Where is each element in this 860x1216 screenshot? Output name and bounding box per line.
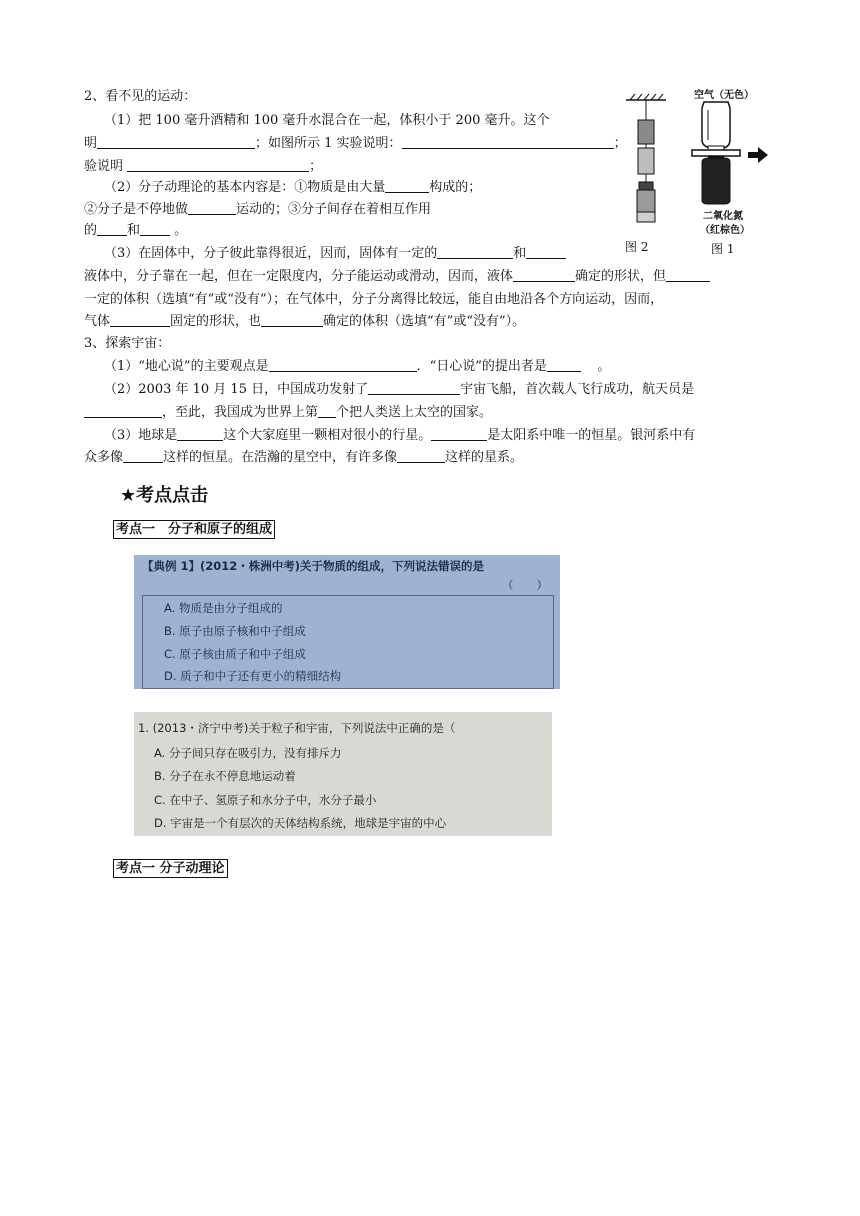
example-1-header: 【典例 1】(2012・株洲中考)关于物质的组成，下列说法错误的是 xyxy=(142,559,485,573)
answer-blank[interactable] xyxy=(318,404,336,418)
text: 是太阳系中唯一的恒星。银河系中有 xyxy=(487,428,696,443)
kaodian-2-heading: 考点一 分子动理论 xyxy=(113,859,228,878)
text: ②分子是不停地做 xyxy=(84,202,189,217)
no2-label: 二氧化氮 xyxy=(703,211,743,222)
text: 确定的体积（选填“有”或“没有”）。 xyxy=(323,314,526,329)
text: 运动的；③分子间存在着相互作用 xyxy=(236,202,432,217)
text: 固定的形状，也 xyxy=(170,314,262,329)
q2-3-line-b xyxy=(84,268,710,286)
text: 。 xyxy=(597,359,611,374)
answer-blank[interactable] xyxy=(437,245,513,259)
figure-2-apparatus xyxy=(622,92,670,232)
answer-blank[interactable] xyxy=(177,427,223,441)
text: （3）地球是 xyxy=(104,428,178,443)
example-1-option-c: C. 原子核由质子和中子组成 xyxy=(164,647,306,661)
text: 的 xyxy=(84,223,98,238)
answer-blank[interactable] xyxy=(97,135,255,149)
example-1-option-a: A. 物质是由分子组成的 xyxy=(164,601,283,615)
answer-blank[interactable] xyxy=(97,222,127,236)
text: ，至此，我国成为世界上第 xyxy=(162,405,319,420)
text: ；如图所示 1 实验说明： xyxy=(255,136,402,151)
answer-blank[interactable] xyxy=(547,358,581,372)
answer-blank[interactable] xyxy=(123,449,163,463)
text: 这个大家庭里一颗相对很小的行星。 xyxy=(223,428,432,443)
text: 众多像 xyxy=(84,450,124,465)
example-2-option-d: D. 宇宙是一个有层次的天体结构系统，地球是宇宙的中心 xyxy=(154,816,447,830)
answer-blank[interactable] xyxy=(431,427,487,441)
answer-blank[interactable] xyxy=(368,381,460,395)
text: 验说明 xyxy=(84,159,124,174)
text: 宇宙飞船，首次载人飞行成功，航天员是 xyxy=(460,382,695,397)
air-label: 空气（无色） xyxy=(694,90,754,101)
example-1-scan xyxy=(134,555,560,689)
answer-blank[interactable] xyxy=(666,268,710,282)
q3-3-line-a xyxy=(104,427,695,445)
answer-blank[interactable] xyxy=(526,245,566,259)
q2-3-line-a xyxy=(104,245,566,263)
text: ； xyxy=(309,159,323,174)
q3-2-line-b xyxy=(84,404,492,422)
answer-blank[interactable] xyxy=(127,158,309,172)
kaodian-section-title: ★考点点击 xyxy=(120,485,209,506)
q3-1-line xyxy=(104,358,610,376)
text: （1）“地心说”的主要观点是 xyxy=(104,359,269,374)
section-3-title: 3、探索宇宙： xyxy=(84,336,171,351)
text: 确定的形状，但 xyxy=(575,269,667,284)
text: 。 xyxy=(174,223,188,238)
q2-3-line-c: 一定的体积（选填“有”或“没有”）；在气体中，分子分离得比较远，能自由地沿各个方向运动，因而， xyxy=(84,292,664,307)
no2-color-label: （红棕色） xyxy=(700,225,750,236)
q2-1-line-c xyxy=(84,158,322,176)
answer-blank[interactable] xyxy=(397,449,445,463)
figure-1-label: 图 1 xyxy=(711,242,735,256)
text: 液体中，分子靠在一起，但在一定限度内，分子能运动或滑动，因而，液体 xyxy=(84,269,514,284)
section-2-title: 2、看不见的运动： xyxy=(84,89,197,104)
text: （2）分子动理论的基本内容是：①物质是由大量 xyxy=(104,180,386,195)
example-2-header: 1. (2013・济宁中考)关于粒子和宇宙，下列说法中正确的是（ xyxy=(138,721,456,735)
text: 这样的恒星。在浩瀚的星空中，有许多像 xyxy=(163,450,398,465)
example-2-option-c: C. 在中子、氢原子和水分子中，水分子最小 xyxy=(154,793,377,807)
answer-blank[interactable] xyxy=(188,201,236,215)
answer-blank[interactable] xyxy=(402,135,614,149)
text: 和 xyxy=(513,246,527,261)
example-2-scan xyxy=(134,712,552,836)
text: 这样的星系。 xyxy=(445,450,524,465)
answer-blank[interactable] xyxy=(513,268,575,282)
q2-3-line-d xyxy=(84,313,525,331)
example-1-option-b: B. 原子由原子核和中子组成 xyxy=(164,624,306,638)
text: 气体 xyxy=(84,314,111,329)
text: （2）2003 年 10 月 15 日，中国成功发射了 xyxy=(104,382,369,397)
example-2-option-b: B. 分子在永不停息地运动着 xyxy=(154,769,296,783)
answer-blank[interactable] xyxy=(261,313,323,327)
text: 个把人类送上太空的国家。 xyxy=(336,405,493,420)
q3-2-line-a xyxy=(104,381,694,399)
text: ．“日心说”的提出者是 xyxy=(416,359,547,374)
answer-blank[interactable] xyxy=(84,404,162,418)
q2-2-line-b xyxy=(84,201,431,219)
q2-1-line-a: （1）把 100 毫升酒精和 100 毫升水混合在一起，体积小于 200 毫升。这个 xyxy=(104,113,550,128)
figure-2-label: 图 2 xyxy=(625,240,649,254)
text: 构成的； xyxy=(429,180,482,195)
q2-2-line-c xyxy=(84,222,187,240)
example-1-option-d: D. 质子和中子还有更小的精细结构 xyxy=(164,669,342,683)
text: 明 xyxy=(84,136,98,151)
q2-1-line-b xyxy=(84,135,627,153)
text: （3）在固体中，分子彼此靠得很近，因而，固体有一定的 xyxy=(104,246,438,261)
answer-blank[interactable] xyxy=(110,313,170,327)
q3-3-line-b xyxy=(84,449,523,467)
text: ； xyxy=(613,136,627,151)
example-1-paren: （ ） xyxy=(502,578,548,592)
text: 和 xyxy=(127,223,141,238)
answer-blank[interactable] xyxy=(269,358,417,372)
example-2-option-a: A. 分子间只存在吸引力，没有排斥力 xyxy=(154,746,342,760)
kaodian-1-heading: 考点一 分子和原子的组成 xyxy=(113,520,275,539)
answer-blank[interactable] xyxy=(140,222,170,236)
q2-2-line-a xyxy=(104,179,481,197)
figure-1-diffusion-jars xyxy=(686,100,772,210)
answer-blank[interactable] xyxy=(385,179,429,193)
